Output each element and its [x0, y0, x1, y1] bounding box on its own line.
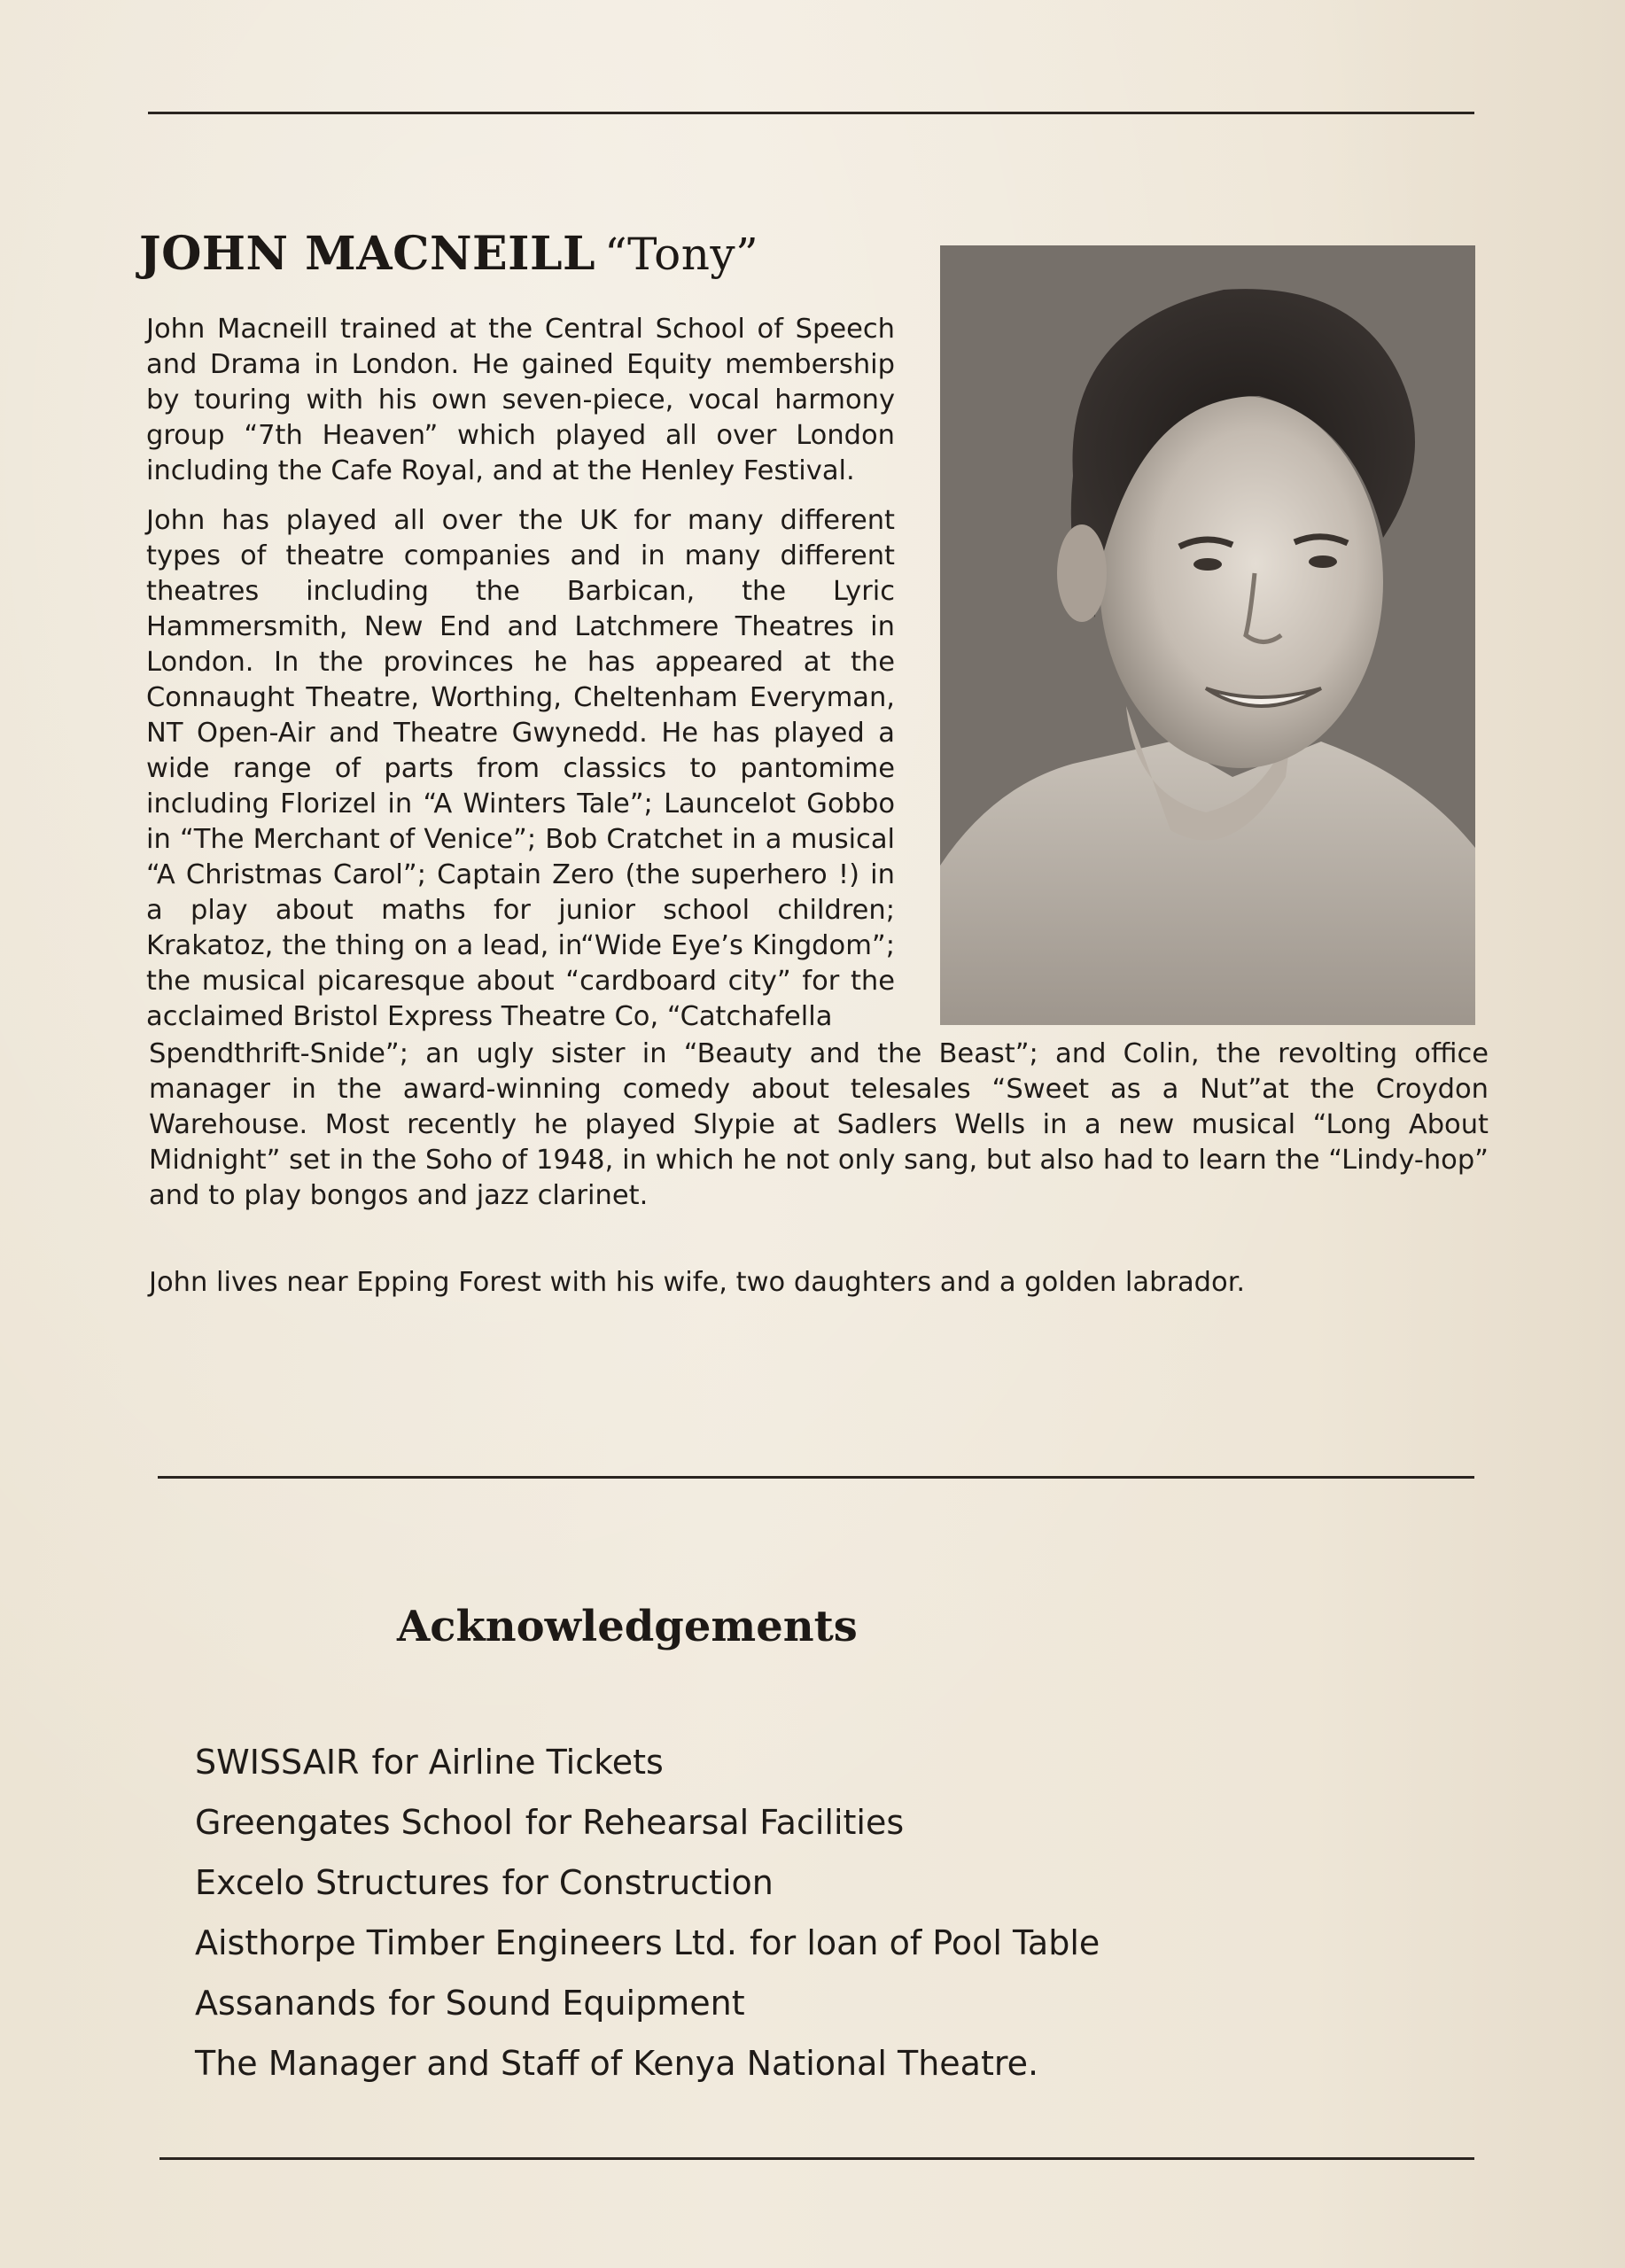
acknowledgement-item [195, 1852, 1100, 1913]
sponsor-contribution: for Sound Equipment [388, 1984, 745, 2023]
character-name: “Tony” [604, 229, 759, 280]
acknowledgement-item [195, 1732, 1100, 1792]
sponsor-name: Excelo Structures [195, 1863, 490, 1902]
bio-paragraph: John Macneill trained at the Central School of Speech and Drama in London. He gained Equity membership by touring with his own seven-piece, vocal harmony group “7th Heaven” which played all over London including the Cafe Royal, and at the Henley Festival. [146, 314, 895, 486]
acknowledgement-item [195, 1913, 1100, 1973]
actor-photo [940, 245, 1475, 1025]
sponsor-name: Assanands [195, 1984, 377, 2023]
bio-heading [139, 227, 758, 281]
sponsor-name: Aisthorpe Timber Engineers Ltd. [195, 1923, 737, 1962]
bottom-rule [159, 2157, 1474, 2160]
sponsor-contribution: for Airline Tickets [371, 1743, 664, 1782]
portrait-image [940, 245, 1475, 1025]
bio-paragraph-continued: Spendthrift-Snide”; an ugly sister in “Beauty and the Beast”; and Colin, the revolting office manager in the award-winning comedy about telesales “Sweet as a Nut”at the Croydon Warehouse. Most recently he played Slypie at Sadlers Wells in a new musical “Long About Midnight” set in the Soho of 1948, in which he not only sang, but also had to learn the “Lindy-hop” and to play bongos and jazz clarinet. [149, 1038, 1489, 1211]
acknowledgements-heading: Acknowledgements [397, 1602, 858, 1651]
acknowledgement-item [195, 1792, 1100, 1852]
section-divider [158, 1476, 1474, 1479]
bio-text-wide [149, 1037, 1489, 1214]
sponsor-contribution: for loan of Pool Table [750, 1923, 1100, 1962]
acknowledgement-item [195, 2033, 1100, 2093]
sponsor-name: The Manager and Staff of Kenya National Theatre. [195, 2044, 1039, 2083]
bio-paragraph: John has played all over the UK for many different types of theatre companies and in many different theatres including the Barbican, the Lyric Hammersmith, New End and Latchmere Theatres in London. In the provinces he has appeared at the Connaught Theatre, Worthing, Cheltenham Everyman, NT Open-Air and Theatre Gwynedd. He has played a wide range of parts from classics to pantomime including Florizel in “A Winters Tale”; Launcelot Gobbo in “The Merchant of Venice”; Bob Cratchet in a musical “A Christmas Carol”; Captain Zero (the superhero !) in a play about maths for junior school children; Krakatoz, the thing on a lead, in“Wide Eye’s Kingdom”; the musical picaresque about “cardboard city” for the acclaimed Bristol Express Theatre Co, “Catchafella [146, 505, 895, 1032]
acknowledgements-list [195, 1732, 1100, 2093]
bio-closing-line: John lives near Epping Forest with his wife, two daughters and a golden labrador. [149, 1267, 1246, 1298]
sponsor-contribution: for Rehearsal Facilities [525, 1803, 905, 1842]
sponsor-name: SWISSAIR [195, 1743, 360, 1782]
top-rule [148, 112, 1474, 114]
acknowledgement-item [195, 1973, 1100, 2033]
actor-name: JOHN MACNEILL [139, 227, 596, 281]
sponsor-contribution: for Construction [501, 1863, 774, 1902]
bio-text-column [146, 312, 895, 1049]
sponsor-name: Greengates School [195, 1803, 513, 1842]
